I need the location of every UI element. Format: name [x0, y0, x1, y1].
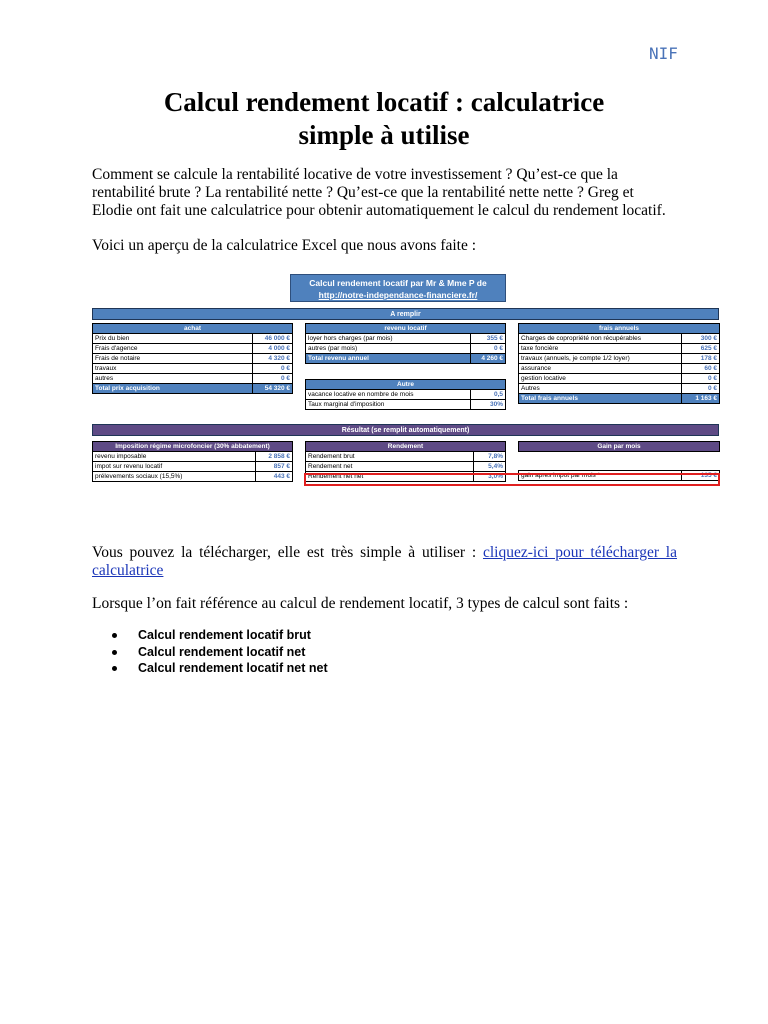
- frais-header: frais annuels: [519, 324, 720, 334]
- autre-table: [305, 379, 506, 410]
- achat-total-row: Total prix acquisition 54 320 €: [93, 384, 293, 394]
- resultat-bar: Résultat (se remplit automatiquement): [92, 424, 719, 436]
- preview-paragraph: Voici un aperçu de la calculatrice Excel que nous avons faite :: [92, 237, 477, 254]
- types-paragraph: Lorsque l’on fait référence au calcul de rendement locatif, 3 types de calcul sont faits :: [92, 595, 629, 612]
- table-row: taxe foncière 625 €: [519, 344, 720, 354]
- achat-header: achat: [93, 324, 293, 334]
- calc-types-list: [112, 627, 328, 677]
- rendement-header: Rendement: [306, 442, 506, 452]
- table-row: Frais d'agence 4 000 €: [93, 344, 293, 354]
- table-row: Frais de notaire 4 320 €: [93, 354, 293, 364]
- imposition-header: Imposition régime microfoncier (30% abbatement): [93, 442, 293, 452]
- imposition-table: [92, 441, 293, 482]
- table-row: autres 0 €: [93, 374, 293, 384]
- table-row: autres (par mois) 0 €: [306, 344, 506, 354]
- table-row: Autres 0 €: [519, 384, 720, 394]
- header-mark: NIF: [649, 44, 678, 63]
- bullet-icon: [112, 650, 117, 655]
- title-line-1: Calcul rendement locatif : calculatrice: [163, 87, 605, 117]
- a-remplir-bar: A remplir: [92, 308, 719, 320]
- highlight-box: [304, 473, 720, 486]
- table-row: Prix du bien 46 000 €: [93, 334, 293, 344]
- table-row: vacance locative en nombre de mois 0,5: [306, 390, 506, 400]
- frais-total-row: Total frais annuels 1 163 €: [519, 394, 720, 404]
- gain-header: Gain par mois: [519, 442, 720, 452]
- sheet-title-line-1: Calcul rendement locatif par Mr & Mme P de: [309, 278, 487, 288]
- table-row: Taux marginal d'imposition 30%: [306, 400, 506, 410]
- revenu-table: [305, 323, 506, 364]
- list-item: Calcul rendement locatif net net: [112, 660, 328, 677]
- sheet-title: [290, 274, 506, 302]
- revenu-header: revenu locatif: [306, 324, 506, 334]
- page-title: [92, 86, 676, 152]
- calculator-spreadsheet-image: [92, 268, 719, 490]
- table-row: travaux (annuels, je compte 1/2 loyer) 178 €: [519, 354, 720, 364]
- autre-header: Autre: [306, 380, 506, 390]
- sheet-title-link: http://notre-independance-financiere.fr/: [318, 290, 478, 300]
- list-item: Calcul rendement locatif brut: [112, 627, 328, 644]
- table-row: Charges de copropriété non récupérables 300 €: [519, 334, 720, 344]
- table-row: Rendement net net 3,0%: [306, 472, 506, 482]
- title-line-2: simple à utilise: [298, 120, 470, 150]
- download-link[interactable]: cliquez-ici pour télécharger la calculatrice: [92, 544, 677, 579]
- table-row: prélevements sociaux (15,5%) 443 €: [93, 472, 293, 482]
- table-row: gain apres impot par mois * 135 €: [519, 471, 720, 481]
- table-row: loyer hors charges (par mois) 355 €: [306, 334, 506, 344]
- download-text: Vous pouvez la télécharger, elle est très simple à utiliser :: [92, 544, 483, 561]
- frais-table: [518, 323, 720, 404]
- download-paragraph: [92, 544, 677, 580]
- revenu-total-row: Total revenu annuel 4 260 €: [306, 354, 506, 364]
- list-item: Calcul rendement locatif net: [112, 644, 328, 661]
- table-row: travaux 0 €: [93, 364, 293, 374]
- table-row: impot sur revenu locatif 857 €: [93, 462, 293, 472]
- table-row: gestion locative 0 €: [519, 374, 720, 384]
- table-row: revenu imposable 2 858 €: [93, 452, 293, 462]
- bullet-icon: [112, 666, 117, 671]
- bullet-icon: [112, 633, 117, 638]
- table-row: assurance 60 €: [519, 364, 720, 374]
- intro-paragraph: Comment se calcule la rentabilité locative de votre investissement ? Qu’est-ce que la rentabilité brute ? La rentabilité nette ? Qu’est-ce que la rentabilité nette nette ? Greg et Elodie ont fait une calculatrice pour obtenir automatiquement le calcul du rendement locatif.: [92, 166, 666, 219]
- table-row: Rendement net 5,4%: [306, 462, 506, 472]
- achat-table: [92, 323, 293, 394]
- table-row: Rendement brut 7,8%: [306, 452, 506, 462]
